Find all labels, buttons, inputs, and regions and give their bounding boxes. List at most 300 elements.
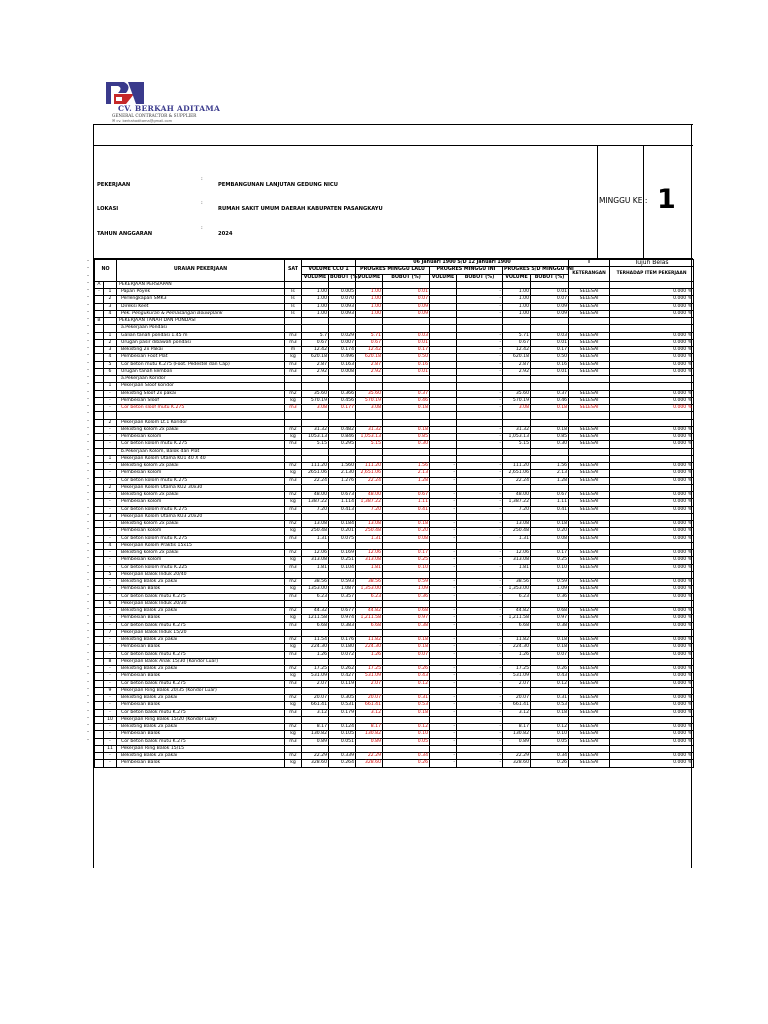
- cell-sb: 0.18: [531, 709, 569, 716]
- cell-no: [95, 463, 104, 470]
- row-marker: -: [87, 504, 89, 511]
- cell-uraian: Pembesian Balok: [117, 760, 285, 767]
- cell-iv: [430, 687, 457, 694]
- cell-ter: 0.000 %: [610, 702, 694, 709]
- cell-ib: -: [457, 463, 503, 470]
- table-row: [95, 615, 694, 622]
- cell-lb: 0.25: [383, 557, 430, 564]
- row-marker: -: [87, 627, 89, 634]
- cell-lb: 0.01: [383, 368, 430, 375]
- cell-sb: 0.01: [531, 289, 569, 296]
- table-row: [95, 281, 694, 288]
- cell-sv: 3.12: [503, 709, 531, 716]
- cell-lb: 0.17: [383, 550, 430, 557]
- table-row: [95, 571, 694, 578]
- cell-sv: 3.08: [503, 405, 531, 412]
- cell-lb: 0.03: [383, 332, 430, 339]
- table-row: [95, 528, 694, 535]
- cell-uraian: Pek. Pengukuran & Pemasangan Bouwplank: [117, 310, 285, 317]
- cell-sat: kg: [285, 760, 302, 767]
- col-terhadap: TERHADAP ITEM PEKERJAAN: [610, 267, 694, 282]
- cell-sb: [531, 600, 569, 607]
- cell-ib: -: [457, 564, 503, 571]
- header-row-period: [95, 260, 694, 267]
- cell-iv: -: [430, 651, 457, 658]
- cell-sv: 130.82: [503, 731, 531, 738]
- cell-no: [95, 542, 104, 549]
- cell-sb: [531, 383, 569, 390]
- cell-sub: -: [104, 405, 117, 412]
- cell-sat: [285, 448, 302, 455]
- cell-lv: 0.89: [356, 738, 383, 745]
- cell-vol: [302, 448, 329, 455]
- cell-ib: [457, 376, 503, 383]
- cell-uraian: Pembesian Balok: [117, 644, 285, 651]
- cell-lb: [383, 455, 430, 462]
- table-row: [95, 339, 694, 346]
- company-logo-mark-icon: [104, 80, 146, 106]
- cell-no: [95, 419, 104, 426]
- cell-sat: kg: [285, 615, 302, 622]
- cell-uraian: Bekisting Sloof 2x pakai: [117, 390, 285, 397]
- table-row: [95, 579, 694, 586]
- table-row: [95, 412, 694, 419]
- cell-ter: 0.000 %: [610, 666, 694, 673]
- cell-sb: 0.01: [531, 339, 569, 346]
- cell-sat: [285, 281, 302, 288]
- row-marker: -: [87, 279, 89, 286]
- cell-lb: 0.08: [383, 535, 430, 542]
- cell-sub: 5: [104, 571, 117, 578]
- cell-sb: 0.08: [531, 535, 569, 542]
- cell-sb: 0.34: [531, 753, 569, 760]
- cell-ter: 0.000 %: [610, 637, 694, 644]
- cell-sub: 8: [104, 658, 117, 665]
- cell-sv: 250.48: [503, 528, 531, 535]
- row-marker: -: [87, 366, 89, 373]
- cell-lv: 130.82: [356, 731, 383, 738]
- cell-lb: 1.56: [383, 463, 430, 470]
- cell-ib: -: [457, 390, 503, 397]
- cell-uraian: Pembesian Balok: [117, 586, 285, 593]
- table-row: [95, 651, 694, 658]
- cell-no: [95, 637, 104, 644]
- cell-sb: 0.68: [531, 608, 569, 615]
- cell-lv: 1.00: [356, 310, 383, 317]
- cell-sv: 2.07: [503, 680, 531, 687]
- cell-uraian: Cor beton sloof mutu K.275: [117, 405, 285, 412]
- cell-ket: SELESAI: [569, 680, 610, 687]
- cell-iv: [430, 368, 457, 375]
- table-row: [95, 629, 694, 636]
- cell-lb: 0.18: [383, 644, 430, 651]
- cell-ter: 0.000 %: [610, 492, 694, 499]
- cell-vol: [302, 412, 329, 419]
- cell-ter: 0.000 %: [610, 724, 694, 731]
- cell-lv: 1,211.58: [356, 615, 383, 622]
- cell-sat: m3: [285, 738, 302, 745]
- cell-ter: 0.000 %: [610, 709, 694, 716]
- cell-bob: [329, 281, 356, 288]
- cell-sat: ls: [285, 289, 302, 296]
- cell-ib: -: [457, 405, 503, 412]
- cell-vol: 35.60: [302, 390, 329, 397]
- cell-bob: 0.177: [329, 405, 356, 412]
- cell-ter: 0.000 %: [610, 368, 694, 375]
- cell-bob: 0.075: [329, 535, 356, 542]
- cell-sv: 328.60: [503, 760, 531, 767]
- row-marker: -: [87, 519, 89, 525]
- table-row: [95, 535, 694, 542]
- cell-sv: [503, 745, 531, 752]
- cell-ter: [610, 281, 694, 288]
- cell-bob: 0.673: [329, 492, 356, 499]
- pekerjaan-value: PEMBANGUNAN LANJUTAN GEDUNG NICU: [218, 182, 338, 188]
- cell-vol: [302, 629, 329, 636]
- cell-uraian: Cor beton kolom mutu K.275: [117, 477, 285, 484]
- company-email: cv. berkahaditama@gmail.com: [116, 119, 173, 123]
- sub-volume-lalu: VOLUME: [356, 274, 383, 281]
- cell-vol: 2.92: [302, 368, 329, 375]
- sub-volume-cco: VOLUME: [302, 274, 329, 281]
- row-marker: -: [87, 265, 89, 272]
- cell-sb: 0.09: [531, 310, 569, 317]
- cell-ib: -: [457, 426, 503, 433]
- cell-vol: [302, 455, 329, 462]
- cell-vol: [302, 571, 329, 578]
- row-marker: -: [87, 439, 89, 446]
- cell-lv: 328.60: [356, 760, 383, 767]
- cell-ter: 0.000 %: [610, 477, 694, 484]
- cell-lv: 48.00: [356, 492, 383, 499]
- cell-no: [95, 680, 104, 687]
- cell-sat: m3: [285, 405, 302, 412]
- cell-uraian: Papan Poyek: [117, 289, 285, 296]
- cell-ib: -: [457, 695, 503, 702]
- week-box: [597, 146, 693, 258]
- cell-vol: 313.08: [302, 557, 329, 564]
- cell-bob: 0.184: [329, 521, 356, 528]
- cell-ter: [610, 513, 694, 520]
- cell-vol: [302, 716, 329, 723]
- cell-no: [95, 412, 104, 419]
- cell-bob: 0.180: [329, 644, 356, 651]
- cell-ket: SELESAI: [569, 296, 610, 303]
- cell-ib: -: [457, 347, 503, 354]
- cell-lv: 1.00: [356, 296, 383, 303]
- cell-sat: m2: [285, 753, 302, 760]
- cell-lv: [356, 716, 383, 723]
- cell-lb: [383, 629, 430, 636]
- cell-ib: [457, 325, 503, 332]
- cell-no: [95, 477, 104, 484]
- cell-vol: [302, 542, 329, 549]
- cell-ter: [610, 376, 694, 383]
- cell-lv: 3.08: [356, 405, 383, 412]
- cell-bob: 0.070: [329, 296, 356, 303]
- cell-sv: 620.18: [503, 354, 531, 361]
- cell-sv: [503, 571, 531, 578]
- cell-vol: 1353.00: [302, 586, 329, 593]
- cell-bob: 0.456: [329, 397, 356, 404]
- cell-ter: 0.000 %: [610, 339, 694, 346]
- table-row: [95, 390, 694, 397]
- cell-lv: 531.09: [356, 673, 383, 680]
- cell-bob: 0.593: [329, 579, 356, 586]
- cell-vol: 0.67: [302, 339, 329, 346]
- cell-lv: [356, 383, 383, 390]
- cell-iv: [430, 745, 457, 752]
- cell-ter: 0.000 %: [610, 622, 694, 629]
- cell-ket: [569, 687, 610, 694]
- cell-ket: SELESAI: [569, 339, 610, 346]
- cell-ket: [569, 600, 610, 607]
- cell-iv: -: [430, 492, 457, 499]
- row-marker: -: [87, 417, 89, 424]
- cell-ib: [457, 455, 503, 462]
- cell-sat: m2: [285, 492, 302, 499]
- cell-sat: [285, 571, 302, 578]
- cell-no: [95, 325, 104, 332]
- cell-ib: [457, 419, 503, 426]
- cell-no: [95, 550, 104, 557]
- cell-iv: [430, 448, 457, 455]
- lokasi-label: LOKASI: [97, 206, 119, 212]
- cell-ib: -: [457, 492, 503, 499]
- cell-bob: 0.531: [329, 702, 356, 709]
- cell-no: [95, 687, 104, 694]
- cell-ter: [610, 448, 694, 455]
- cell-vol: [302, 484, 329, 491]
- cell-sub: -: [104, 463, 117, 470]
- cell-sb: 0.10: [531, 564, 569, 571]
- cell-iv: [430, 542, 457, 549]
- cell-sub: -: [104, 709, 117, 716]
- cell-bob: 0.008: [329, 368, 356, 375]
- cell-lv: 12.42: [356, 347, 383, 354]
- cell-ter: [610, 600, 694, 607]
- cell-lb: 0.53: [383, 702, 430, 709]
- cell-uraian: Bekisting Balok 2x pakai: [117, 637, 285, 644]
- cell-sub: -: [104, 441, 117, 448]
- cell-sat: kg: [285, 434, 302, 441]
- cell-lv: 22.29: [356, 753, 383, 760]
- row-marker: -: [87, 511, 89, 518]
- row-marker: -: [87, 294, 89, 301]
- row-marker: -: [87, 678, 89, 685]
- cell-sv: [503, 658, 531, 665]
- cell-ket: SELESAI: [569, 753, 610, 760]
- cell-lb: 1.09: [383, 586, 430, 593]
- cell-sv: 12.06: [503, 550, 531, 557]
- cell-ket: SELESAI: [569, 397, 610, 404]
- cell-sb: 0.17: [531, 550, 569, 557]
- cell-lb: [383, 600, 430, 607]
- table-row: [95, 745, 694, 752]
- cell-ib: -: [457, 760, 503, 767]
- cell-ter: [610, 571, 694, 578]
- pekerjaan-colon: :: [201, 176, 203, 182]
- cell-no: [95, 492, 104, 499]
- cell-iv: [430, 571, 457, 578]
- cell-no: [95, 310, 104, 317]
- cell-sub: 1: [104, 455, 117, 462]
- sub-bobot-sd: BOBOT (%): [531, 274, 569, 281]
- row-marker: -: [87, 352, 89, 359]
- cell-lb: [383, 513, 430, 520]
- cell-sub: -: [104, 615, 117, 622]
- table-row: [95, 521, 694, 528]
- lokasi-value: RUMAH SAKIT UMUM DAERAH KABUPATEN PASANGKAYU: [218, 206, 383, 212]
- cell-ter: 0.000 %: [610, 673, 694, 680]
- col-uraian: URAIAN PEKERJAAN: [117, 260, 285, 282]
- cell-sub: 4: [104, 310, 117, 317]
- cell-ter: 0.000 %: [610, 557, 694, 564]
- cell-lv: 2,651.06: [356, 470, 383, 477]
- cell-sb: [531, 412, 569, 419]
- cell-sv: 17.25: [503, 666, 531, 673]
- cell-vol: 20.07: [302, 695, 329, 702]
- cell-bob: 0.413: [329, 506, 356, 513]
- cell-ib: [457, 716, 503, 723]
- cell-sb: 0.37: [531, 390, 569, 397]
- table-row: [95, 564, 694, 571]
- cell-ter: [610, 455, 694, 462]
- cell-iv: -: [430, 470, 457, 477]
- cell-sat: m2: [285, 637, 302, 644]
- company-logo: [100, 80, 300, 122]
- cell-uraian: Cor beton kolom mutu K.275: [117, 535, 285, 542]
- cell-no: [95, 564, 104, 571]
- cell-vol: 328.60: [302, 760, 329, 767]
- cell-sv: 2.87: [503, 361, 531, 368]
- row-marker: -: [87, 446, 89, 453]
- cell-sat: kg: [285, 731, 302, 738]
- cell-ket: SELESAI: [569, 492, 610, 499]
- cell-uraian: Bekisting Balok 2x pakai: [117, 724, 285, 731]
- cell-sv: 38.56: [503, 579, 531, 586]
- cell-sv: [503, 716, 531, 723]
- cell-lv: 3.12: [356, 709, 383, 716]
- cell-iv: [430, 419, 457, 426]
- cell-sv: 661.41: [503, 702, 531, 709]
- cell-ter: 0.000 %: [610, 390, 694, 397]
- cell-sub: 11: [104, 745, 117, 752]
- cell-uraian: Cor beton balok mutu K.275: [117, 593, 285, 600]
- cell-sv: 1.00: [503, 296, 531, 303]
- cell-iv: -: [430, 673, 457, 680]
- progress-report-sheet: [93, 124, 692, 868]
- cell-ib: [457, 629, 503, 636]
- row-marker: -: [87, 591, 89, 598]
- cell-sat: m3: [285, 564, 302, 571]
- table-row: [95, 550, 694, 557]
- cell-sv: 22.24: [503, 477, 531, 484]
- cell-sat: m3: [285, 651, 302, 658]
- cell-ket: [569, 658, 610, 665]
- cell-no: [95, 615, 104, 622]
- table-row: [95, 303, 694, 310]
- row-marker: -: [87, 337, 89, 344]
- table-row: [95, 673, 694, 680]
- cell-sub: 1: [104, 332, 117, 339]
- cell-no: -: [95, 289, 104, 296]
- table-row: [95, 419, 694, 426]
- cell-sv: 1.00: [503, 310, 531, 317]
- cell-sv: 35.60: [503, 390, 531, 397]
- cell-sat: m3: [285, 622, 302, 629]
- cell-bob: [329, 484, 356, 491]
- table-row: [95, 383, 694, 390]
- cell-lb: 0.37: [383, 390, 430, 397]
- cell-ket: SELESAI: [569, 506, 610, 513]
- cell-bob: [329, 629, 356, 636]
- cell-sv: 31.32: [503, 426, 531, 433]
- cell-vol: 661.41: [302, 702, 329, 709]
- cell-lb: 0.50: [383, 354, 430, 361]
- cell-ib: -: [457, 397, 503, 404]
- cell-sub: 6: [104, 368, 117, 375]
- cell-no: [95, 397, 104, 404]
- cell-lb: 0.59: [383, 579, 430, 586]
- cell-iv: -: [430, 477, 457, 484]
- cell-uraian: Cor beton kolom mutu K.225: [117, 564, 285, 571]
- row-marker: -: [87, 584, 89, 591]
- cell-vol: 5.7: [302, 332, 329, 339]
- cell-sv: 1,211.58: [503, 615, 531, 622]
- cell-sb: 0.85: [531, 434, 569, 441]
- row-marker: -: [87, 410, 89, 417]
- row-marker: -: [87, 606, 89, 612]
- cell-sb: 1.56: [531, 463, 569, 470]
- cell-sat: m3: [285, 339, 302, 346]
- cell-sat: m2: [285, 521, 302, 528]
- cell-iv: [430, 332, 457, 339]
- cell-ib: -: [457, 499, 503, 506]
- cell-no: [95, 390, 104, 397]
- cell-bob: 0.007: [329, 339, 356, 346]
- cell-sub: -: [104, 651, 117, 658]
- cell-lb: [383, 658, 430, 665]
- cell-iv: -: [430, 695, 457, 702]
- cell-sb: 0.01: [531, 368, 569, 375]
- table-row: [95, 557, 694, 564]
- cell-ib: -: [457, 731, 503, 738]
- cell-sub: [104, 325, 117, 332]
- cell-ket: SELESAI: [569, 702, 610, 709]
- row-marker: -: [87, 526, 89, 533]
- table-row: [95, 325, 694, 332]
- cell-sub: 2: [104, 419, 117, 426]
- row-marker: -: [87, 482, 89, 489]
- col-cco: VOLUME CCO 1: [302, 267, 356, 274]
- cell-iv: [430, 426, 457, 433]
- row-marker: -: [87, 316, 89, 322]
- sub-volume-sd: VOLUME: [503, 274, 531, 281]
- cell-lv: 12.06: [356, 550, 383, 557]
- cell-ter: 0.000 %: [610, 738, 694, 745]
- cell-ket: [569, 571, 610, 578]
- cell-bob: [329, 571, 356, 578]
- cell-iv: [430, 318, 457, 325]
- cell-ket: [569, 318, 610, 325]
- cell-sb: 0.05: [531, 738, 569, 745]
- cell-ket: [569, 376, 610, 383]
- table-row: [95, 586, 694, 593]
- cell-lv: 250.48: [356, 528, 383, 535]
- table-row: [95, 724, 694, 731]
- cell-vol: 2.07: [302, 680, 329, 687]
